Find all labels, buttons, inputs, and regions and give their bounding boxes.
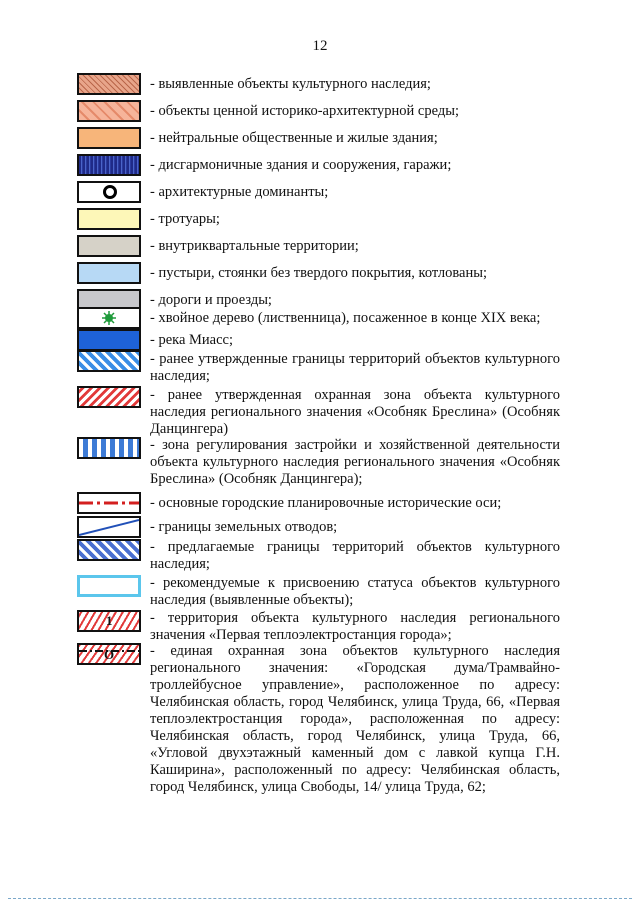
legend-text: - рекомендуемые к присвоению статуса объектов культурного наследия (выявленные объекты); [150, 575, 560, 608]
legend-text: - ранее утвержденные границы территорий объектов культурного наследия; [150, 351, 560, 384]
legend-text: - предлагаемые границы территорий объектов культурного наследия; [150, 539, 560, 572]
legend-text: - объекты ценной историко-архитектурной среды; [150, 103, 459, 119]
red-dash-zone-swatch-icon [77, 643, 141, 665]
red-hatch-swatch-icon [77, 386, 141, 408]
boundary-line-icon [79, 518, 139, 536]
ring-dominant-swatch-icon [77, 181, 141, 203]
light-yellow-swatch-icon [77, 208, 141, 230]
tree-swatch-icon [77, 307, 141, 329]
hatch-brown-swatch-icon [77, 73, 141, 95]
diagonal-line-swatch-icon [77, 516, 141, 538]
legend-text: - река Миасс; [150, 332, 234, 348]
zone-mark: О [104, 647, 115, 662]
blue-stripes-swatch-icon [77, 154, 141, 176]
legend-text: - основные городские планировочные исторические оси; [150, 495, 502, 511]
red-hatch-territory-swatch-icon [77, 610, 141, 632]
river-blue-swatch-icon [77, 329, 141, 351]
territory-mark: 1 [106, 613, 113, 628]
cyan-outline-swatch-icon [77, 575, 141, 597]
legend-text: - тротуары; [150, 211, 220, 227]
legend-text: - единая охранная зона объектов культурного наследия регионального значения: «Городская дума/Трамвайно-троллейбусное управление», расположенное по адресу: Челябинская область, город Челябинск, улица Труда, 66, «Первая теплоэлектростанция города», расположенная по адресу: Челябинская область, город Челябинск, улица Труда, 66, «Угловой двухэтажный каменный дом с лавкой купца Г.Н. Каширина», расположенный по адресу: Челябинская область, город Челябинск, улица Свободы, 14/ улица Труда, 62; [150, 643, 560, 795]
proposed-blue-hatch-swatch-icon [77, 539, 141, 561]
legend-text: - ранее утвержденная охранная зона объекта культурного наследия регионального значения «Особняк Бреслина» (Особняк Данцингера) [150, 387, 560, 437]
blue-hatch-swatch-icon [77, 350, 141, 372]
hatch-salmon-swatch-icon [77, 100, 141, 122]
legend-text: - внутриквартальные территории; [150, 238, 359, 254]
legend-text: - границы земельных отводов; [150, 519, 338, 535]
legend-text: - территория объекта культурного наследия регионального значения «Первая теплоэлектростанция города»; [150, 610, 560, 643]
dash-dot-line-icon [79, 494, 139, 512]
blue-bars-swatch-icon [77, 437, 141, 459]
legend-text: - зона регулирования застройки и хозяйственной деятельности объекта культурного наследия регионального значения «Особняк Бреслина» (Особняк Данцингера); [150, 437, 560, 487]
orange-fill-swatch-icon [77, 127, 141, 149]
legend-text: - нейтральные общественные и жилые здания; [150, 130, 438, 146]
legend-text: - дороги и проезды; [150, 292, 272, 308]
page-number: 12 [312, 38, 328, 54]
light-blue-swatch-icon [77, 262, 141, 284]
page-bottom-rule [8, 898, 632, 899]
legend-text: - дисгармоничные здания и сооружения, гаражи; [150, 157, 452, 173]
legend-text: - пустыри, стоянки без твердого покрытия, котлованы; [150, 265, 487, 281]
legend-text: - выявленные объекты культурного наследия; [150, 76, 431, 92]
beige-gray-swatch-icon [77, 235, 141, 257]
axis-line-swatch-icon [77, 492, 141, 514]
legend-text: - хвойное дерево (лиственница), посаженное в конце XIX века; [150, 310, 541, 326]
conifer-tree-icon [79, 309, 139, 327]
legend-text: - архитектурные доминанты; [150, 184, 329, 200]
